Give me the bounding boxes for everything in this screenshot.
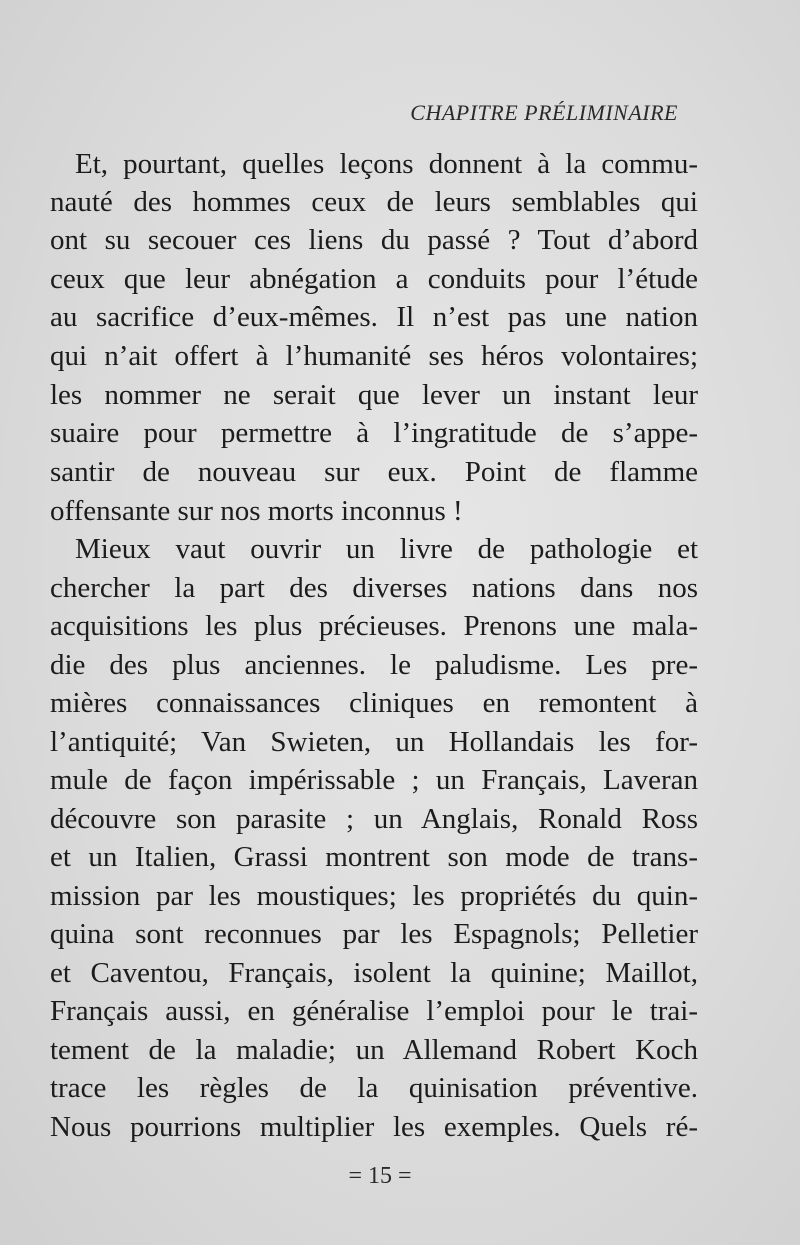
text-line: les nommer ne serait que lever un instant leur — [50, 379, 698, 411]
page-number: = 15 = — [348, 1163, 412, 1189]
text-line: ont su secouer ces liens du passé ? Tout d’abord — [50, 224, 698, 256]
text-line: chercher la part des diverses nations dans nos — [50, 572, 698, 604]
text-line: l’antiquité; Van Swieten, un Hollandais les for- — [50, 726, 698, 758]
text-line: Et, pourtant, quelles leçons donnent à la commu- — [75, 148, 698, 180]
text-line: et un Italien, Grassi montrent son mode de trans- — [50, 841, 698, 873]
text-line: Mieux vaut ouvrir un livre de pathologie et — [75, 533, 698, 565]
text-line: et Caventou, Français, isolent la quinine; Maillot, — [50, 957, 698, 989]
text-line: trace les règles de la quinisation préventive. — [50, 1072, 698, 1104]
text-line: mule de façon impérissable ; un Français, Laveran — [50, 764, 698, 796]
text-line: mission par les moustiques; les propriétés du quin- — [50, 880, 698, 912]
text-line: nauté des hommes ceux de leurs semblables qui — [50, 186, 698, 218]
text-line: die des plus anciennes. le paludisme. Les pre- — [50, 649, 698, 681]
text-line: mières connaissances cliniques en remontent à — [50, 687, 698, 719]
text-line: Nous pourrions multiplier les exemples. Quels ré- — [50, 1111, 698, 1143]
text-line: découvre son parasite ; un Anglais, Ronald Ross — [50, 803, 698, 835]
text-line: acquisitions les plus précieuses. Prenons une mala- — [50, 610, 698, 642]
text-line: quina sont reconnues par les Espagnols; Pelletier — [50, 918, 698, 950]
text-line: santir de nouveau sur eux. Point de flamme — [50, 456, 698, 488]
text-line: ceux que leur abnégation a conduits pour l’étude — [50, 263, 698, 295]
text-line: offensante sur nos morts inconnus ! — [50, 495, 463, 527]
text-line: Français aussi, en généralise l’emploi pour le trai- — [50, 995, 698, 1027]
running-head: CHAPITRE PRÉLIMINAIRE — [410, 100, 678, 125]
text-line: qui n’ait offert à l’humanité ses héros volontaires; — [50, 340, 698, 372]
text-line: tement de la maladie; un Allemand Robert Koch — [50, 1034, 698, 1066]
text-line: suaire pour permettre à l’ingratitude de s’appe- — [50, 417, 698, 449]
text-line: au sacrifice d’eux-mêmes. Il n’est pas une nation — [50, 301, 698, 333]
